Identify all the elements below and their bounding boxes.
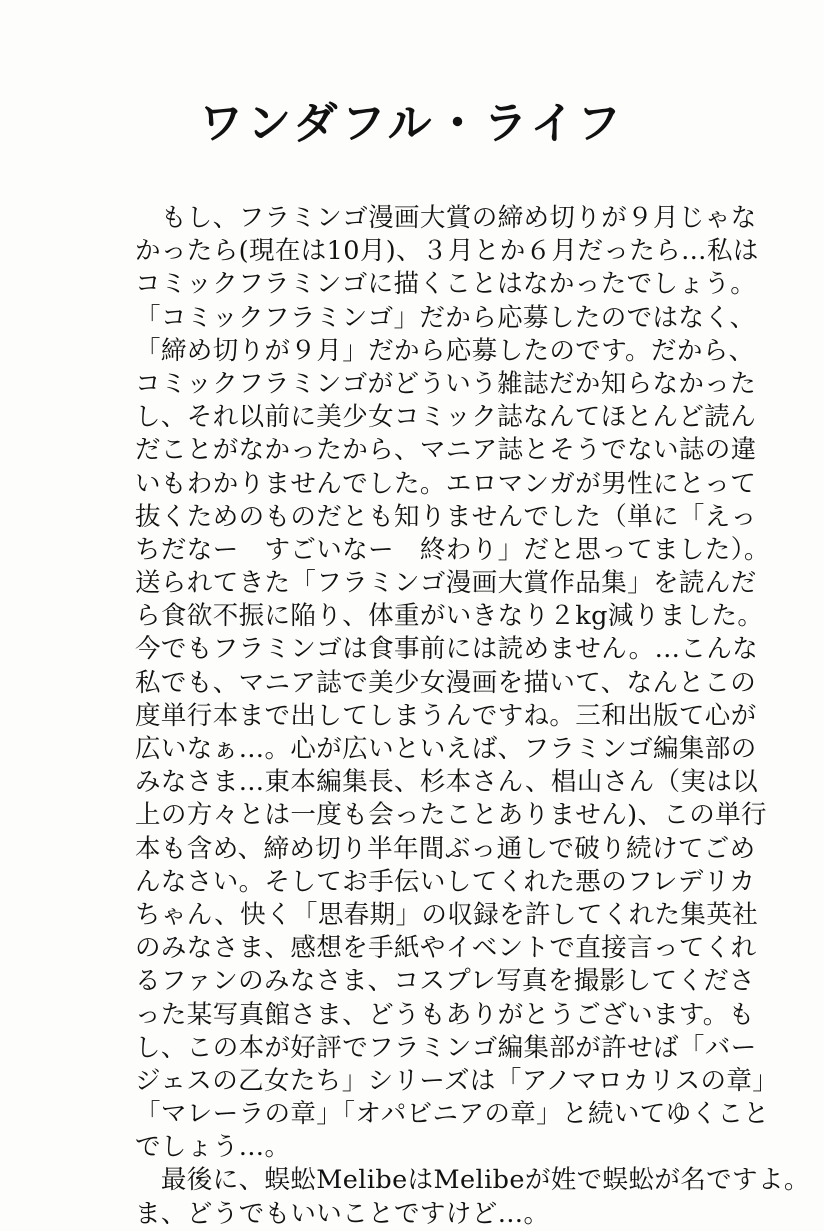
text-line: 「マレーラの章」「オパビニアの章」と続いてゆくこと: [135, 1099, 770, 1130]
text-line: 私でも、マニア誌で美少女漫画を描いて、なんとこの: [135, 667, 757, 698]
text-line: 「コミックフラミンゴ」だから応募したのではなく、: [135, 302, 756, 333]
text-line: るファンのみなさま、コスプレ写真を撮影してくださ: [135, 966, 756, 997]
text-line: 「締め切りが９月」だから応募したのです。だから、: [135, 335, 755, 366]
text-line: し、この本が好評でフラミンゴ編集部が許せば「バー: [135, 1032, 757, 1063]
text-line: のみなさま、感想を手紙やイベントで直接言ってくれ: [135, 933, 757, 964]
text-line: いもわかりませんでした。エロマンガが男性にとって: [135, 468, 757, 499]
text-line: ま、どうでもいいことですけど…。: [135, 1198, 550, 1229]
text-line: ちゃん、快く「思春期」の収録を許してくれた集英社: [135, 899, 759, 930]
text-line: かったら(現在は10月)、３月とか６月だったら…私は: [135, 236, 759, 267]
text-line: ジェスの乙女たち」シリーズは「アノマロカリスの章」: [135, 1065, 779, 1096]
page-title: ワンダフル・ライフ: [199, 98, 625, 149]
text-line: ちだなー すごいなー 終わり」だと思ってました）。: [135, 534, 770, 565]
text-line: みなさま…東本編集長、杉本さん、椙山さん（実は以: [135, 767, 759, 798]
text-line: 今でもフラミンゴは食事前には読めません。…こんな: [135, 634, 759, 665]
text-line: でしょう…。: [135, 1132, 291, 1163]
text-line: コミックフラミンゴに描くことはなかったでしょう。: [135, 269, 757, 300]
text-line: 送られてきた「フラミンゴ漫画大賞作品集」を読んだ: [135, 568, 757, 599]
text-line: コミックフラミンゴがどういう雑誌だか知らなかった: [135, 368, 757, 399]
text-line: 抜くためのものだとも知りませんでした（単に「えっ: [135, 501, 757, 532]
text-line: ら食欲不振に陥り、体重がいきなり２kg減りました。: [135, 601, 764, 632]
text-line: 本も含め、締め切り半年間ぶっ通しで破り続けてごめ: [135, 833, 756, 864]
text-line: 上の方々とは一度も会ったことありません)、この単行: [135, 800, 767, 831]
text-line: んなさい。そしてお手伝いしてくれた悪のフレデリカ: [135, 866, 756, 897]
text-line: だことがなかったから、マニア誌とそうでない誌の違: [135, 435, 757, 466]
text-line: 広いなぁ…。心が広いといえば、フラミンゴ編集部の: [135, 734, 757, 764]
text-line: もし、フラミンゴ漫画大賞の締め切りが９月じゃな: [135, 203, 757, 233]
text-line: った某写真館さま、どうもありがとうございます。も: [135, 999, 755, 1030]
text-line: 最後に、蜈蚣MelibeはMelibeが姓で蜈蚣が名ですよ。: [135, 1165, 810, 1196]
afterword-body: [135, 202, 810, 1231]
text-line: 度単行本まで出してしまうんですね。三和出版て心が: [135, 700, 757, 731]
text-line: し、それ以前に美少女コミック誌なんてほとんど読ん: [135, 402, 757, 433]
